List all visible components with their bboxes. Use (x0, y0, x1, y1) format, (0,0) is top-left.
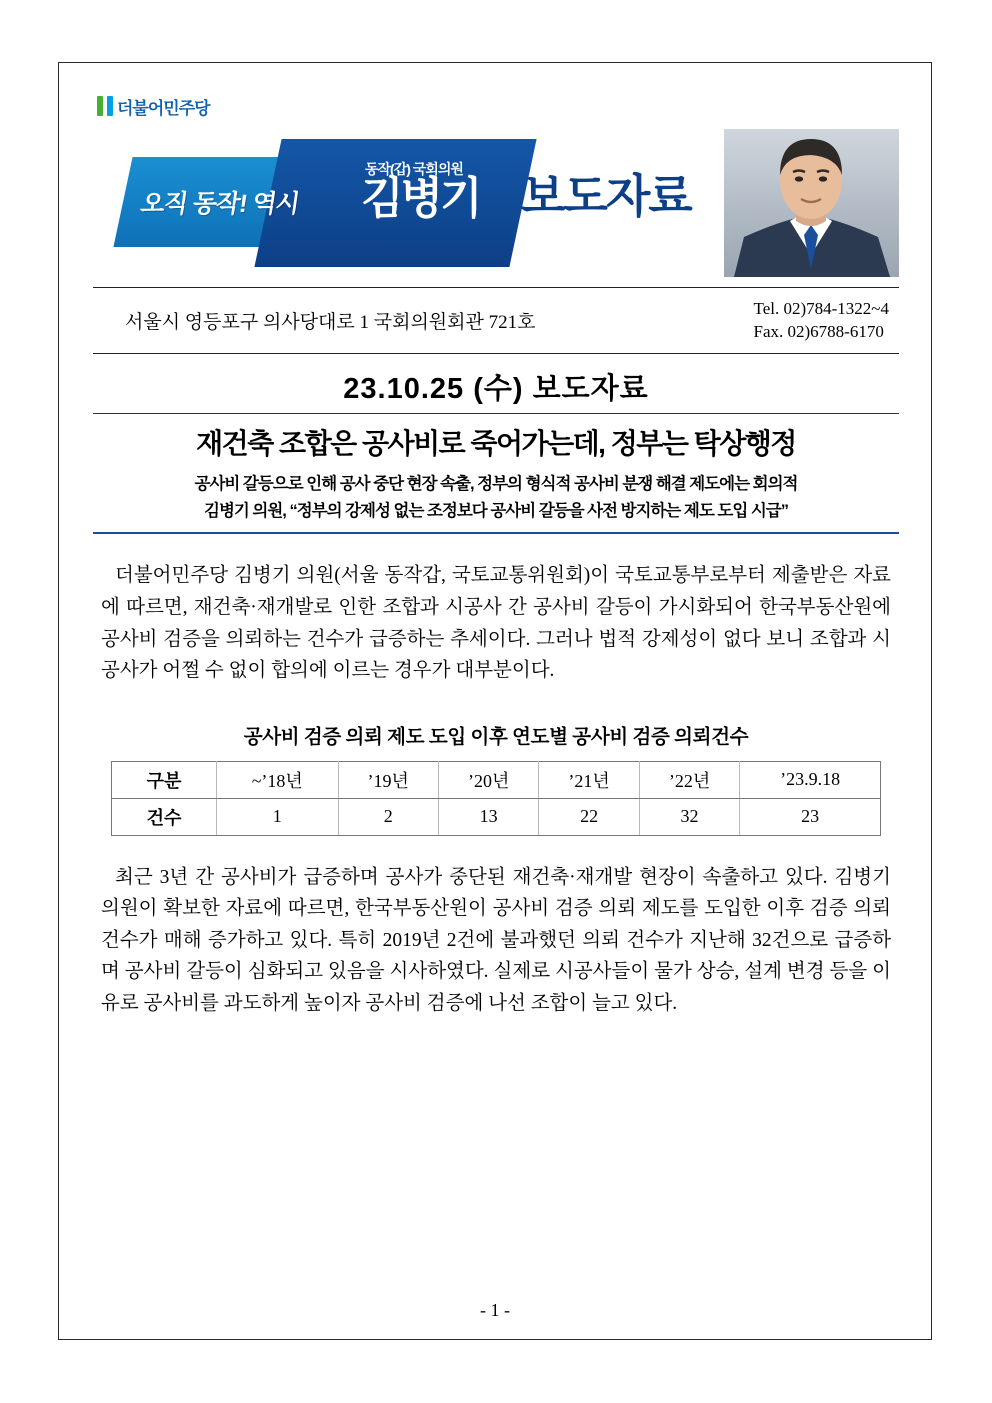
table-cell: 32 (639, 798, 739, 835)
banner-slogan: 오직 동작! 역시 (138, 190, 301, 218)
logo-bar-green-icon (97, 96, 103, 116)
banner-doc-type: 보도자료 (521, 170, 691, 222)
table-corner-label: 구분 (112, 761, 217, 798)
table-cell: 22 (539, 798, 639, 835)
logo-bar-blue-icon (107, 96, 113, 116)
banner-role: 동작(갑) 국회의원 (365, 161, 463, 177)
table-cell: 23 (740, 798, 881, 835)
press-banner (93, 129, 899, 277)
table-col-header: ’21년 (539, 761, 639, 798)
office-tel: Tel. 02)784-1322~4 (753, 299, 889, 318)
document-content (93, 93, 899, 1020)
body-paragraph-1: 더불어민주당 김병기 의원(서울 동작갑, 국토교통위원회)이 국토교통부로부터 제출받은 자료에 따르면, 재건축·재개발로 인한 조합과 시공사 간 공사비 갈등이 가시화되어 한국부동산원에 공사비 검증을 의뢰하는 건수가 급증하는 추세이다. 그러나 법적 강제성이 없다 보니 조합과 시공사가 어쩔 수 없이 합의에 이르는 경우가 대부분이다. (101, 565, 891, 682)
table-col-header: ’22년 (639, 761, 739, 798)
member-portrait-photo (724, 129, 899, 277)
table-cell: 1 (217, 798, 339, 835)
table-col-header: ’20년 (438, 761, 538, 798)
document-date-line: 23.10.25 (수) 보도자료 (343, 372, 649, 405)
page-number: - 1 - (480, 1300, 510, 1320)
table-row-label: 건수 (112, 798, 217, 835)
body-paragraph-2: 최근 3년 간 공사비가 급증하며 공사가 중단된 재건축·재개발 현장이 속출하고 있다. 김병기 의원이 확보한 자료에 따르면, 한국부동산원이 공사비 검증 의뢰 제도를 도입한 이후 검증 의뢰 건수가 매해 증가하고 있다. 특히 2019년 2건에 불과했던 의뢰 건수가 지난해 32건으로 급증하며 공사비 갈등이 심화되고 있음을 시사하였다. 실제로 시공사들이 물가 상승, 설계 변경 등을 이유로 공사비를 과도하게 높이자 공사비 검증에 나선 조합이 늘고 있다. (101, 866, 891, 1014)
table-caption: 공사비 검증 의뢰 제도 도입 이후 연도별 공사비 검증 의뢰건수 (243, 726, 749, 748)
office-phone-block (754, 298, 900, 344)
table-cell: 13 (438, 798, 538, 835)
table-header-row (112, 761, 881, 798)
subheadline-1: 공사비 갈등으로 인해 공사 중단 현장 속출, 정부의 형식적 공사비 분쟁 해결 제도에는 회의적 (194, 474, 798, 493)
table-col-header: ’19년 (338, 761, 438, 798)
table-col-header: ~’18년 (217, 761, 339, 798)
table-row (112, 798, 881, 835)
divider-above-headline (93, 413, 899, 414)
banner-member-name: 김병기 (361, 174, 480, 223)
party-logo (97, 93, 899, 119)
table-col-header: ’23.9.18 (740, 761, 881, 798)
divider-blue (93, 532, 899, 534)
document-page (58, 62, 932, 1340)
party-logo-label: 더불어민주당 (117, 98, 210, 118)
page-title: 재건축 조합은 공사비로 죽어가는데, 정부는 탁상행정 (196, 427, 796, 459)
office-contact-row (93, 287, 899, 354)
verification-requests-table (111, 761, 881, 836)
office-address: 서울시 영등포구 의사당대로 1 국회의원회관 721호 (125, 312, 536, 334)
office-fax: Fax. 02)6788-6170 (753, 321, 884, 341)
table-cell: 2 (338, 798, 438, 835)
subheadline-2: 김병기 의원, “정부의 강제성 없는 조정보다 공사비 갈등을 사전 방지하는 제도 도입 시급” (204, 501, 788, 520)
